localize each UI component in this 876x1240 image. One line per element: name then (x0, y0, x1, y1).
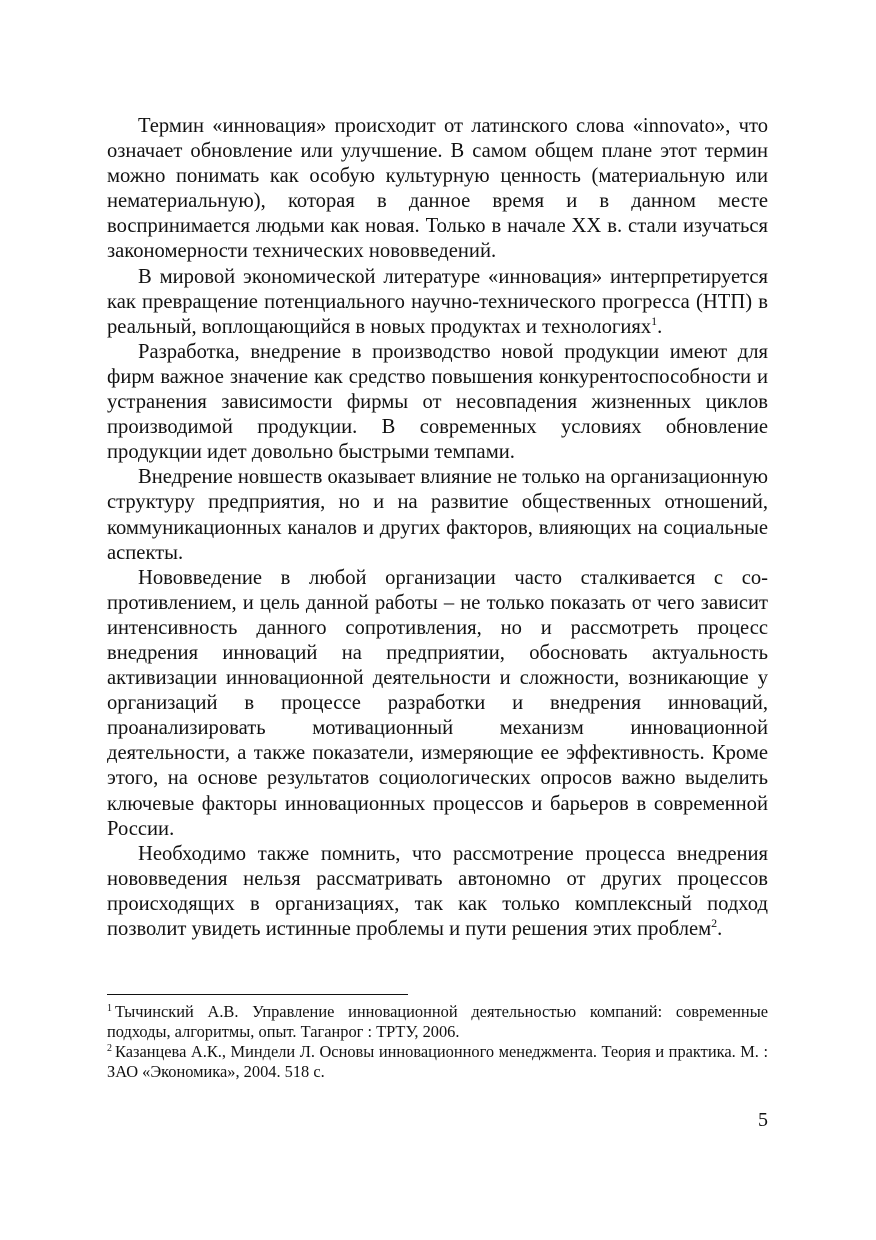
footnote-1 (107, 1002, 768, 1042)
paragraph-6 (107, 842, 768, 942)
page-number: 5 (758, 1109, 768, 1131)
paragraph-6-text: Необходимо также помнить, что рассмотрение процесса внедрения нововведения нельзя рассматривать автономно от других процессов происходящих в организациях, так как только комплексный подход позволит увидеть истинные проблемы и пути решения этих проблем (107, 842, 768, 940)
footnotes (107, 1002, 768, 1082)
footnote-1-mark: 1 (107, 1003, 112, 1014)
paragraph-1 (107, 114, 768, 265)
footnote-2 (107, 1042, 768, 1082)
paragraph-4 (107, 465, 768, 565)
paragraph-2 (107, 265, 768, 340)
footnote-1-text: Тычинский А.В. Управление инновационной деятельностью компаний: современные подходы, алгоритмы, опыт. Таганрог : ТРТУ, 2006. (107, 1002, 768, 1041)
paragraph-1-text: Термин «инновация» происходит от латинского слова «innovato», что означает обновление или улучшение. В самом общем плане этот термин можно понимать как особую культурную ценность (материальную или нематериальную), которая в данное время и в данном месте воспринимается людьми как новая. Только в начале XX в. стали изучаться закономерности технических нововведений. (107, 115, 768, 263)
paragraph-2-tail: . (657, 315, 663, 338)
footnote-separator (107, 994, 408, 995)
paragraph-4-text: Внедрение новшеств оказывает влияние не только на организационную структуру предприятия, но и на развитие общественных отношений, коммуникационных каналов и других факторов, влияющих на социальные аспекты. (107, 466, 768, 564)
footnote-ref-2[interactable]: 2 (711, 916, 718, 930)
paragraph-6-tail: . (717, 918, 723, 940)
paragraph-3 (107, 340, 768, 465)
paragraph-2-text: В мировой экономической литературе «инновация» интерпретируется как превращение потенциального научно-технического прогресса (НТП) в реальный, воплощающийся в новых продуктах и технологиях (107, 265, 768, 338)
paragraph-5 (107, 566, 768, 842)
paragraph-5-text: Нововведение в любой организации часто сталкивается с сопротивлением, и цель данной работы – не только показать от чего зависит интенсивность данного сопротивления, но и рассмотреть процесс внедрения инноваций на предприятии, обосновать актуальность активизации инновационной деятельности и сложности, возникающие у организаций в процессе разработки и внедрения инноваций, проанализировать мотивационный механизм инновационной деятельности, а также показатели, измеряющие ее эффективность. Кроме этого, на основе результатов социологических опросов важно выделить ключевые факторы инновационных процессов и барьеров в современной России. (107, 566, 768, 840)
footnote-2-mark: 2 (107, 1043, 112, 1054)
footnote-2-text: Казанцева А.К., Миндели Л. Основы инновационного менеджмента. Теория и практика. М. : ЗАО «Экономика», 2004. 518 с. (107, 1042, 768, 1081)
footnote-ref-1[interactable]: 1 (651, 313, 658, 328)
paragraph-3-text: Разработка, внедрение в производство новой продукции имеют для фирм важное значение как средство повышения конкурентоспособности и устранения зависимости фирмы от несовпадения жизненных циклов производимой продукции. В современных условиях обновление продукции идет довольно быстрыми темпами. (107, 340, 768, 464)
document-body (107, 114, 768, 942)
